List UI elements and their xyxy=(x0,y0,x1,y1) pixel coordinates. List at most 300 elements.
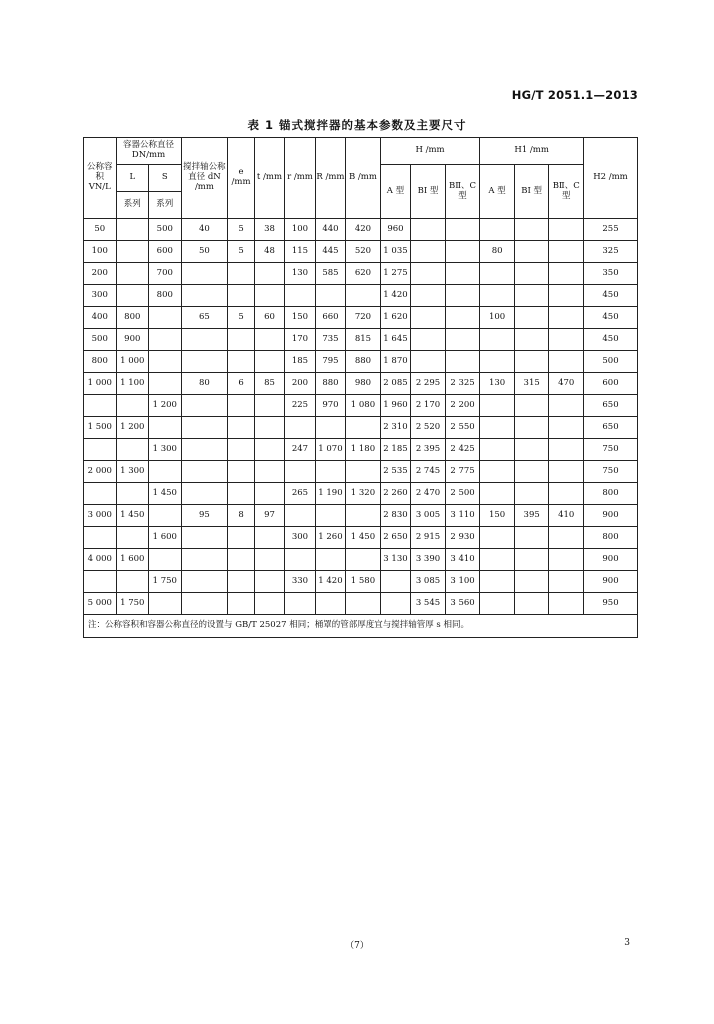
cell-dn: 65 xyxy=(181,307,228,329)
cell-r: 1 070 xyxy=(315,439,345,461)
cell-h-bii: 2 500 xyxy=(445,483,480,505)
cell-dn: 95 xyxy=(181,505,228,527)
table-row xyxy=(84,461,638,483)
cell-e xyxy=(228,263,254,285)
cell-h2: 900 xyxy=(584,571,638,593)
cell-h-a: 1 275 xyxy=(380,263,410,285)
col-header-R: R /mm xyxy=(315,138,345,219)
cell-r: 200 xyxy=(285,373,315,395)
table-row xyxy=(84,241,638,263)
table-row xyxy=(84,329,638,351)
col-header-S: S xyxy=(149,165,182,192)
cell-s: 1 300 xyxy=(149,439,182,461)
cell-h-a: 2 650 xyxy=(380,527,410,549)
cell-dn xyxy=(181,351,228,373)
cell-h-a: 1 960 xyxy=(380,395,410,417)
cell-h-bi xyxy=(411,307,446,329)
cell-e xyxy=(228,351,254,373)
cell-r: 150 xyxy=(285,307,315,329)
cell-h-bi: 2 395 xyxy=(411,439,446,461)
cell-t xyxy=(254,417,284,439)
cell-h-a: 3 130 xyxy=(380,549,410,571)
cell-t xyxy=(254,527,284,549)
cell-h-bii xyxy=(445,285,480,307)
cell-h1-bii xyxy=(549,307,584,329)
col-header-H: H /mm xyxy=(380,138,480,165)
cell-vn: 100 xyxy=(84,241,117,263)
cell-r xyxy=(315,461,345,483)
cell-h-bii: 2 200 xyxy=(445,395,480,417)
parameter-table xyxy=(83,137,638,638)
cell-vn: 1 500 xyxy=(84,417,117,439)
cell-t xyxy=(254,395,284,417)
cell-dn xyxy=(181,461,228,483)
col-header-L: L xyxy=(116,165,149,192)
cell-h2: 450 xyxy=(584,307,638,329)
cell-r: 970 xyxy=(315,395,345,417)
cell-h1-a xyxy=(480,549,515,571)
col-header-shaft-dia: 搅拌轴公称直径 dN /mm xyxy=(181,138,228,219)
table-head xyxy=(84,138,638,219)
cell-s xyxy=(149,549,182,571)
cell-s: 500 xyxy=(149,219,182,241)
cell-r: 115 xyxy=(285,241,315,263)
cell-s xyxy=(149,351,182,373)
cell-s xyxy=(149,593,182,615)
cell-l: 1 450 xyxy=(116,505,149,527)
cell-vn xyxy=(84,395,117,417)
cell-h-bi: 2 470 xyxy=(411,483,446,505)
cell-h1-bii xyxy=(549,439,584,461)
table-row xyxy=(84,285,638,307)
cell-b: 420 xyxy=(346,219,381,241)
cell-t: 38 xyxy=(254,219,284,241)
cell-b: 1 180 xyxy=(346,439,381,461)
cell-t: 85 xyxy=(254,373,284,395)
cell-b xyxy=(346,549,381,571)
cell-t xyxy=(254,571,284,593)
cell-h-bii xyxy=(445,329,480,351)
cell-r xyxy=(285,593,315,615)
cell-h1-bi xyxy=(514,571,549,593)
cell-h-a: 2 085 xyxy=(380,373,410,395)
cell-r: 1 420 xyxy=(315,571,345,593)
cell-l xyxy=(116,285,149,307)
cell-vn: 5 000 xyxy=(84,593,117,615)
cell-h1-bii xyxy=(549,219,584,241)
cell-h1-bii xyxy=(549,263,584,285)
cell-r xyxy=(285,417,315,439)
cell-b: 880 xyxy=(346,351,381,373)
col-header-S-series: 系列 xyxy=(149,192,182,219)
cell-b: 620 xyxy=(346,263,381,285)
cell-h1-bii xyxy=(549,571,584,593)
cell-l: 1 300 xyxy=(116,461,149,483)
cell-h-bi: 2 520 xyxy=(411,417,446,439)
cell-dn xyxy=(181,549,228,571)
cell-h-bi xyxy=(411,329,446,351)
cell-h1-bi xyxy=(514,219,549,241)
table-row xyxy=(84,307,638,329)
cell-h-bii: 2 930 xyxy=(445,527,480,549)
cell-h1-a: 80 xyxy=(480,241,515,263)
cell-h1-a xyxy=(480,351,515,373)
cell-h-bi: 3 005 xyxy=(411,505,446,527)
cell-dn xyxy=(181,571,228,593)
cell-vn: 2 000 xyxy=(84,461,117,483)
cell-h2: 350 xyxy=(584,263,638,285)
cell-h2: 750 xyxy=(584,461,638,483)
cell-b: 1 450 xyxy=(346,527,381,549)
cell-l xyxy=(116,263,149,285)
cell-h1-bi xyxy=(514,329,549,351)
cell-h-a: 2 260 xyxy=(380,483,410,505)
cell-h2: 900 xyxy=(584,549,638,571)
cell-t: 97 xyxy=(254,505,284,527)
cell-h-bii: 2 325 xyxy=(445,373,480,395)
col-header-H1-A: A 型 xyxy=(480,165,515,219)
cell-h1-bi xyxy=(514,351,549,373)
cell-b xyxy=(346,461,381,483)
cell-r: 225 xyxy=(285,395,315,417)
cell-dn xyxy=(181,263,228,285)
page-number-right: 3 xyxy=(624,938,630,948)
cell-h-bi xyxy=(411,219,446,241)
cell-h1-bii xyxy=(549,461,584,483)
cell-vn xyxy=(84,483,117,505)
col-header-B: B /mm xyxy=(346,138,381,219)
col-header-L-series: 系列 xyxy=(116,192,149,219)
cell-h1-bii xyxy=(549,417,584,439)
col-header-r: r /mm xyxy=(285,138,315,219)
cell-h-bii: 3 110 xyxy=(445,505,480,527)
cell-h1-bi xyxy=(514,593,549,615)
cell-h-a: 2 535 xyxy=(380,461,410,483)
cell-h1-bi xyxy=(514,241,549,263)
cell-h1-bi xyxy=(514,549,549,571)
cell-s xyxy=(149,307,182,329)
cell-h1-bi: 395 xyxy=(514,505,549,527)
cell-r: 130 xyxy=(285,263,315,285)
cell-dn xyxy=(181,329,228,351)
cell-t xyxy=(254,549,284,571)
cell-b: 520 xyxy=(346,241,381,263)
col-header-e: e /mm xyxy=(228,138,254,219)
cell-dn xyxy=(181,593,228,615)
cell-h-a: 1 620 xyxy=(380,307,410,329)
cell-s: 1 450 xyxy=(149,483,182,505)
cell-h1-bii xyxy=(549,395,584,417)
cell-l: 1 000 xyxy=(116,351,149,373)
cell-vn: 300 xyxy=(84,285,117,307)
cell-h-bii: 2 550 xyxy=(445,417,480,439)
cell-dn: 80 xyxy=(181,373,228,395)
cell-vn: 4 000 xyxy=(84,549,117,571)
cell-t xyxy=(254,483,284,505)
cell-dn xyxy=(181,285,228,307)
cell-h1-a: 150 xyxy=(480,505,515,527)
cell-h-bi: 2 915 xyxy=(411,527,446,549)
cell-h1-bii xyxy=(549,549,584,571)
cell-dn: 50 xyxy=(181,241,228,263)
cell-e xyxy=(228,461,254,483)
cell-s: 600 xyxy=(149,241,182,263)
cell-h2: 600 xyxy=(584,373,638,395)
cell-r xyxy=(285,461,315,483)
cell-h-bi xyxy=(411,263,446,285)
col-header-vn: 公称容积 VN/L xyxy=(84,138,117,219)
cell-r: 1 190 xyxy=(315,483,345,505)
cell-r xyxy=(315,593,345,615)
cell-r xyxy=(315,549,345,571)
cell-vn xyxy=(84,527,117,549)
cell-h1-bii: 470 xyxy=(549,373,584,395)
cell-dn xyxy=(181,439,228,461)
cell-e: 5 xyxy=(228,219,254,241)
cell-h2: 950 xyxy=(584,593,638,615)
cell-h1-a xyxy=(480,395,515,417)
cell-e xyxy=(228,395,254,417)
cell-h2: 900 xyxy=(584,505,638,527)
cell-h-a: 2 830 xyxy=(380,505,410,527)
cell-l: 1 750 xyxy=(116,593,149,615)
cell-r xyxy=(315,285,345,307)
cell-r: 265 xyxy=(285,483,315,505)
cell-l xyxy=(116,395,149,417)
cell-b: 1 320 xyxy=(346,483,381,505)
cell-t: 48 xyxy=(254,241,284,263)
page-number-center: （7） xyxy=(345,941,369,951)
cell-h1-a xyxy=(480,417,515,439)
table-row xyxy=(84,527,638,549)
cell-h-bii: 3 100 xyxy=(445,571,480,593)
cell-h-a: 1 645 xyxy=(380,329,410,351)
cell-r: 1 260 xyxy=(315,527,345,549)
cell-r xyxy=(315,417,345,439)
cell-dn: 40 xyxy=(181,219,228,241)
cell-h1-bi xyxy=(514,263,549,285)
table-body xyxy=(84,219,638,615)
cell-h1-bii xyxy=(549,593,584,615)
cell-h-bi: 2 745 xyxy=(411,461,446,483)
cell-h1-bii: 410 xyxy=(549,505,584,527)
cell-l xyxy=(116,571,149,593)
cell-h1-a xyxy=(480,461,515,483)
cell-s: 1 600 xyxy=(149,527,182,549)
cell-h1-a xyxy=(480,483,515,505)
cell-s: 1 200 xyxy=(149,395,182,417)
cell-l xyxy=(116,219,149,241)
cell-h1-a xyxy=(480,593,515,615)
cell-h1-a: 130 xyxy=(480,373,515,395)
cell-h-a: 1 870 xyxy=(380,351,410,373)
cell-h1-a xyxy=(480,571,515,593)
cell-t xyxy=(254,593,284,615)
table-row xyxy=(84,571,638,593)
col-header-H1-BII: BⅡ、C 型 xyxy=(549,165,584,219)
cell-t xyxy=(254,263,284,285)
cell-h-a xyxy=(380,571,410,593)
table-row xyxy=(84,373,638,395)
cell-h-bi xyxy=(411,351,446,373)
cell-b: 720 xyxy=(346,307,381,329)
cell-h1-a: 100 xyxy=(480,307,515,329)
cell-h-bii xyxy=(445,307,480,329)
table-note: 注：公称容积和容器公称直径的设置与 GB/T 25027 相同；桶罩的管部厚度宜与搅拌轴管厚 s 相同。 xyxy=(84,615,638,638)
cell-h1-a xyxy=(480,263,515,285)
cell-vn: 500 xyxy=(84,329,117,351)
cell-h1-bii xyxy=(549,329,584,351)
cell-e: 6 xyxy=(228,373,254,395)
cell-b xyxy=(346,417,381,439)
cell-h-bii xyxy=(445,263,480,285)
cell-b xyxy=(346,285,381,307)
table-row xyxy=(84,395,638,417)
cell-r: 170 xyxy=(285,329,315,351)
col-header-H-A: A 型 xyxy=(380,165,410,219)
cell-h1-bi: 315 xyxy=(514,373,549,395)
cell-h1-bii xyxy=(549,527,584,549)
cell-r xyxy=(285,505,315,527)
cell-s xyxy=(149,373,182,395)
cell-h1-a xyxy=(480,219,515,241)
cell-h1-bii xyxy=(549,351,584,373)
cell-r xyxy=(285,285,315,307)
cell-h1-a xyxy=(480,439,515,461)
cell-r: 735 xyxy=(315,329,345,351)
cell-b: 1 080 xyxy=(346,395,381,417)
cell-h-a: 1 420 xyxy=(380,285,410,307)
cell-h1-a xyxy=(480,329,515,351)
cell-h-a: 1 035 xyxy=(380,241,410,263)
cell-h-a: 2 185 xyxy=(380,439,410,461)
cell-b xyxy=(346,505,381,527)
cell-h-bi: 3 390 xyxy=(411,549,446,571)
cell-s: 1 750 xyxy=(149,571,182,593)
table-foot xyxy=(84,615,638,638)
cell-l xyxy=(116,527,149,549)
cell-e xyxy=(228,417,254,439)
cell-h-bii xyxy=(445,351,480,373)
cell-vn: 400 xyxy=(84,307,117,329)
cell-h-bi xyxy=(411,285,446,307)
cell-h2: 500 xyxy=(584,351,638,373)
table-caption: 表 1 锚式搅拌器的基本参数及主要尺寸 xyxy=(247,118,467,132)
cell-s xyxy=(149,461,182,483)
cell-e xyxy=(228,329,254,351)
cell-h-bii: 2 775 xyxy=(445,461,480,483)
col-header-H1-BI: BⅠ 型 xyxy=(514,165,549,219)
col-header-H2: H2 /mm xyxy=(584,138,638,219)
cell-s xyxy=(149,329,182,351)
cell-r: 247 xyxy=(285,439,315,461)
col-header-H-BI: BⅠ 型 xyxy=(411,165,446,219)
cell-dn xyxy=(181,417,228,439)
cell-e xyxy=(228,593,254,615)
cell-h2: 650 xyxy=(584,395,638,417)
table-row xyxy=(84,505,638,527)
cell-r: 100 xyxy=(285,219,315,241)
cell-h-bi: 3 545 xyxy=(411,593,446,615)
cell-t xyxy=(254,285,284,307)
cell-h1-a xyxy=(480,527,515,549)
cell-t xyxy=(254,351,284,373)
col-header-H-BII: BⅡ、C 型 xyxy=(445,165,480,219)
table-row xyxy=(84,593,638,615)
cell-b: 1 580 xyxy=(346,571,381,593)
cell-r: 585 xyxy=(315,263,345,285)
cell-t xyxy=(254,329,284,351)
cell-b: 980 xyxy=(346,373,381,395)
cell-b xyxy=(346,593,381,615)
cell-e xyxy=(228,483,254,505)
cell-l xyxy=(116,241,149,263)
cell-vn: 1 000 xyxy=(84,373,117,395)
cell-h1-bi xyxy=(514,439,549,461)
cell-vn xyxy=(84,439,117,461)
cell-dn xyxy=(181,527,228,549)
cell-h1-bi xyxy=(514,395,549,417)
cell-h-bii: 3 410 xyxy=(445,549,480,571)
cell-h2: 800 xyxy=(584,527,638,549)
cell-h1-bi xyxy=(514,417,549,439)
standard-code: HG/T 2051.1—2013 xyxy=(511,88,638,102)
cell-h-bi: 2 170 xyxy=(411,395,446,417)
cell-l xyxy=(116,439,149,461)
table-row xyxy=(84,417,638,439)
cell-h1-a xyxy=(480,285,515,307)
table-row xyxy=(84,439,638,461)
cell-vn: 800 xyxy=(84,351,117,373)
col-header-t: t /mm xyxy=(254,138,284,219)
cell-r xyxy=(285,549,315,571)
cell-s xyxy=(149,417,182,439)
cell-h-bi: 2 295 xyxy=(411,373,446,395)
table-row xyxy=(84,483,638,505)
table-row xyxy=(84,263,638,285)
cell-h2: 800 xyxy=(584,483,638,505)
cell-h-a: 960 xyxy=(380,219,410,241)
cell-h-bi: 3 085 xyxy=(411,571,446,593)
cell-vn: 3 000 xyxy=(84,505,117,527)
cell-vn: 50 xyxy=(84,219,117,241)
cell-t: 60 xyxy=(254,307,284,329)
cell-l: 1 200 xyxy=(116,417,149,439)
cell-e xyxy=(228,571,254,593)
cell-e xyxy=(228,285,254,307)
cell-l: 1 600 xyxy=(116,549,149,571)
cell-h-bii: 2 425 xyxy=(445,439,480,461)
cell-dn xyxy=(181,483,228,505)
cell-h-bii xyxy=(445,219,480,241)
cell-r: 300 xyxy=(285,527,315,549)
cell-e: 5 xyxy=(228,307,254,329)
cell-h-a xyxy=(380,593,410,615)
cell-r: 330 xyxy=(285,571,315,593)
cell-h2: 750 xyxy=(584,439,638,461)
cell-h1-bi xyxy=(514,483,549,505)
cell-h2: 450 xyxy=(584,285,638,307)
cell-e: 5 xyxy=(228,241,254,263)
cell-h2: 255 xyxy=(584,219,638,241)
col-header-H1: H1 /mm xyxy=(480,138,584,165)
cell-h1-bii xyxy=(549,241,584,263)
cell-t xyxy=(254,461,284,483)
cell-h-a: 2 310 xyxy=(380,417,410,439)
cell-e xyxy=(228,527,254,549)
cell-r: 880 xyxy=(315,373,345,395)
cell-s xyxy=(149,505,182,527)
